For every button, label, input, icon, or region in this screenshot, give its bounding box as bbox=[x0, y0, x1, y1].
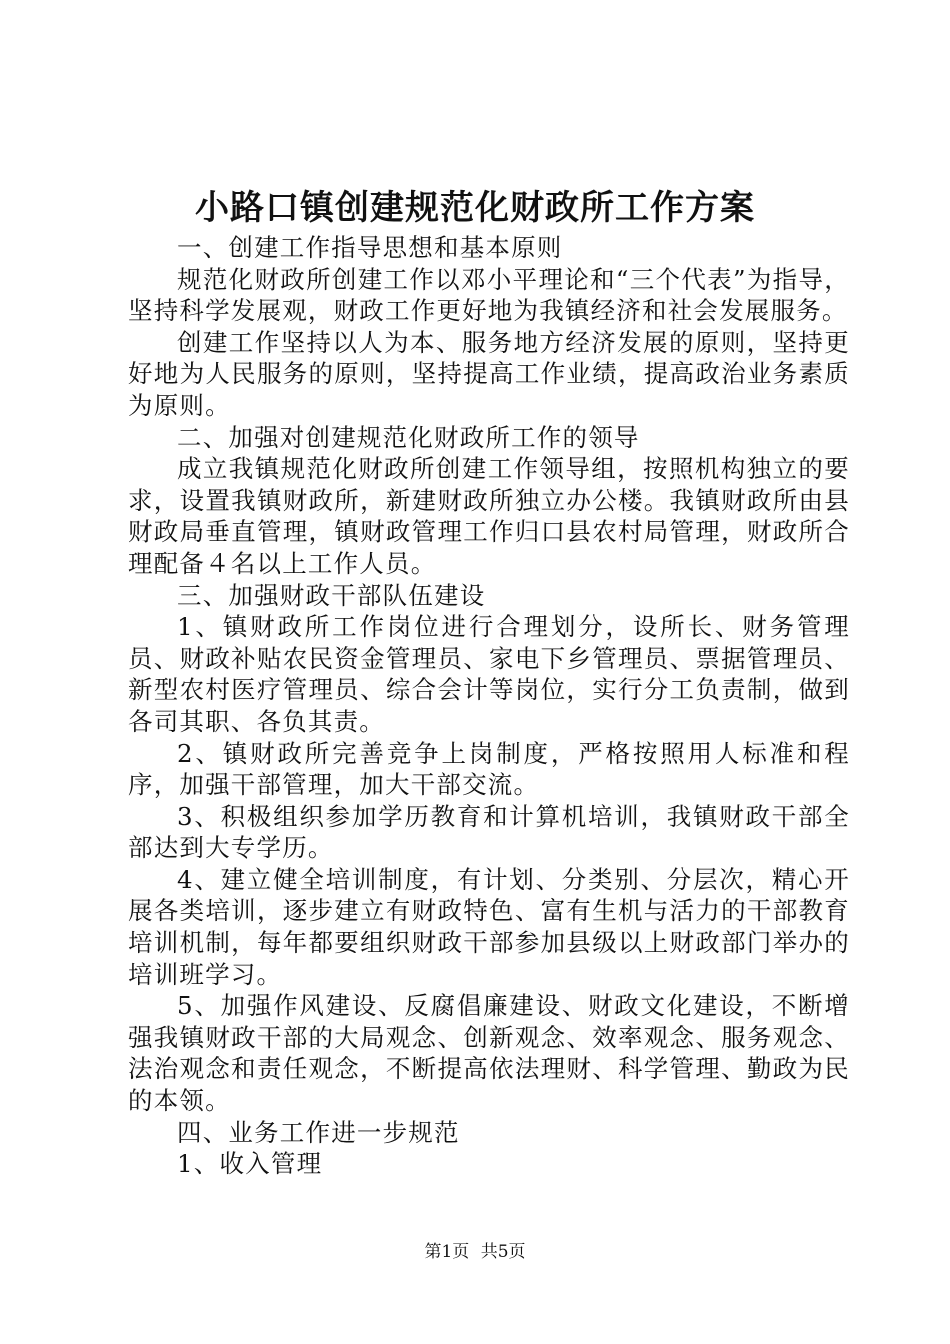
heading-section-1: 一、创建工作指导思想和基本原则 bbox=[177, 233, 563, 262]
heading-section-3: 三、加强财政干部队伍建设 bbox=[177, 580, 486, 610]
document-title: 小路口镇创建规范化财政所工作方案 bbox=[195, 188, 755, 228]
page-number: 第1页 bbox=[424, 1242, 470, 1262]
page-footer bbox=[0, 1241, 950, 1263]
page-count: 共5页 bbox=[480, 1242, 526, 1262]
list-item: 2、镇财政所完善竞争上岗制度，严格按照用人标准和程序，加强干部管理，加大干部交流。 bbox=[128, 738, 850, 800]
list-item: 1、收入管理 bbox=[177, 1149, 323, 1179]
heading-section-4: 四、业务工作进一步规范 bbox=[177, 1117, 460, 1147]
heading-section-2: 二、加强对创建规范化财政所工作的领导 bbox=[177, 422, 640, 452]
paragraph: 规范化财政所创建工作以邓小平理论和“三个代表”为指导，坚持科学发展观，财政工作更好地为我镇经济和社会发展服务。 bbox=[128, 264, 850, 326]
list-item: 1、镇财政所工作岗位进行合理划分，设所长、财务管理员、财政补贴农民资金管理员、家电下乡管理员、票据管理员、新型农村医疗管理员、综合会计等岗位，实行分工负责制，做到各司其职、各负其责。 bbox=[128, 612, 850, 736]
paragraph: 成立我镇规范化财政所创建工作领导组，按照机构独立的要求，设置我镇财政所，新建财政所独立办公楼。我镇财政所由县财政局垂直管理，镇财政管理工作归口县农村局管理，财政所合理配备４名以上工作人员。 bbox=[128, 454, 850, 578]
list-item: 3、积极组织参加学历教育和计算机培训，我镇财政干部全部达到大专学历。 bbox=[128, 801, 850, 863]
paragraph: 创建工作坚持以人为本、服务地方经济发展的原则，坚持更好地为人民服务的原则，坚持提高工作业绩，提高政治业务素质为原则。 bbox=[128, 327, 850, 420]
list-item: 4、建立健全培训制度，有计划、分类别、分层次，精心开展各类培训，逐步建立有财政特色、富有生机与活力的干部教育培训机制，每年都要组织财政干部参加县级以上财政部门举办的培训班学习。 bbox=[128, 864, 850, 989]
document-body bbox=[128, 232, 850, 1180]
list-item: 5、加强作风建设、反腐倡廉建设、财政文化建设，不断增强我镇财政干部的大局观念、创新观念、效率观念、服务观念、法治观念和责任观念，不断提高依法理财、科学管理、勤政为民的本领。 bbox=[128, 991, 850, 1116]
